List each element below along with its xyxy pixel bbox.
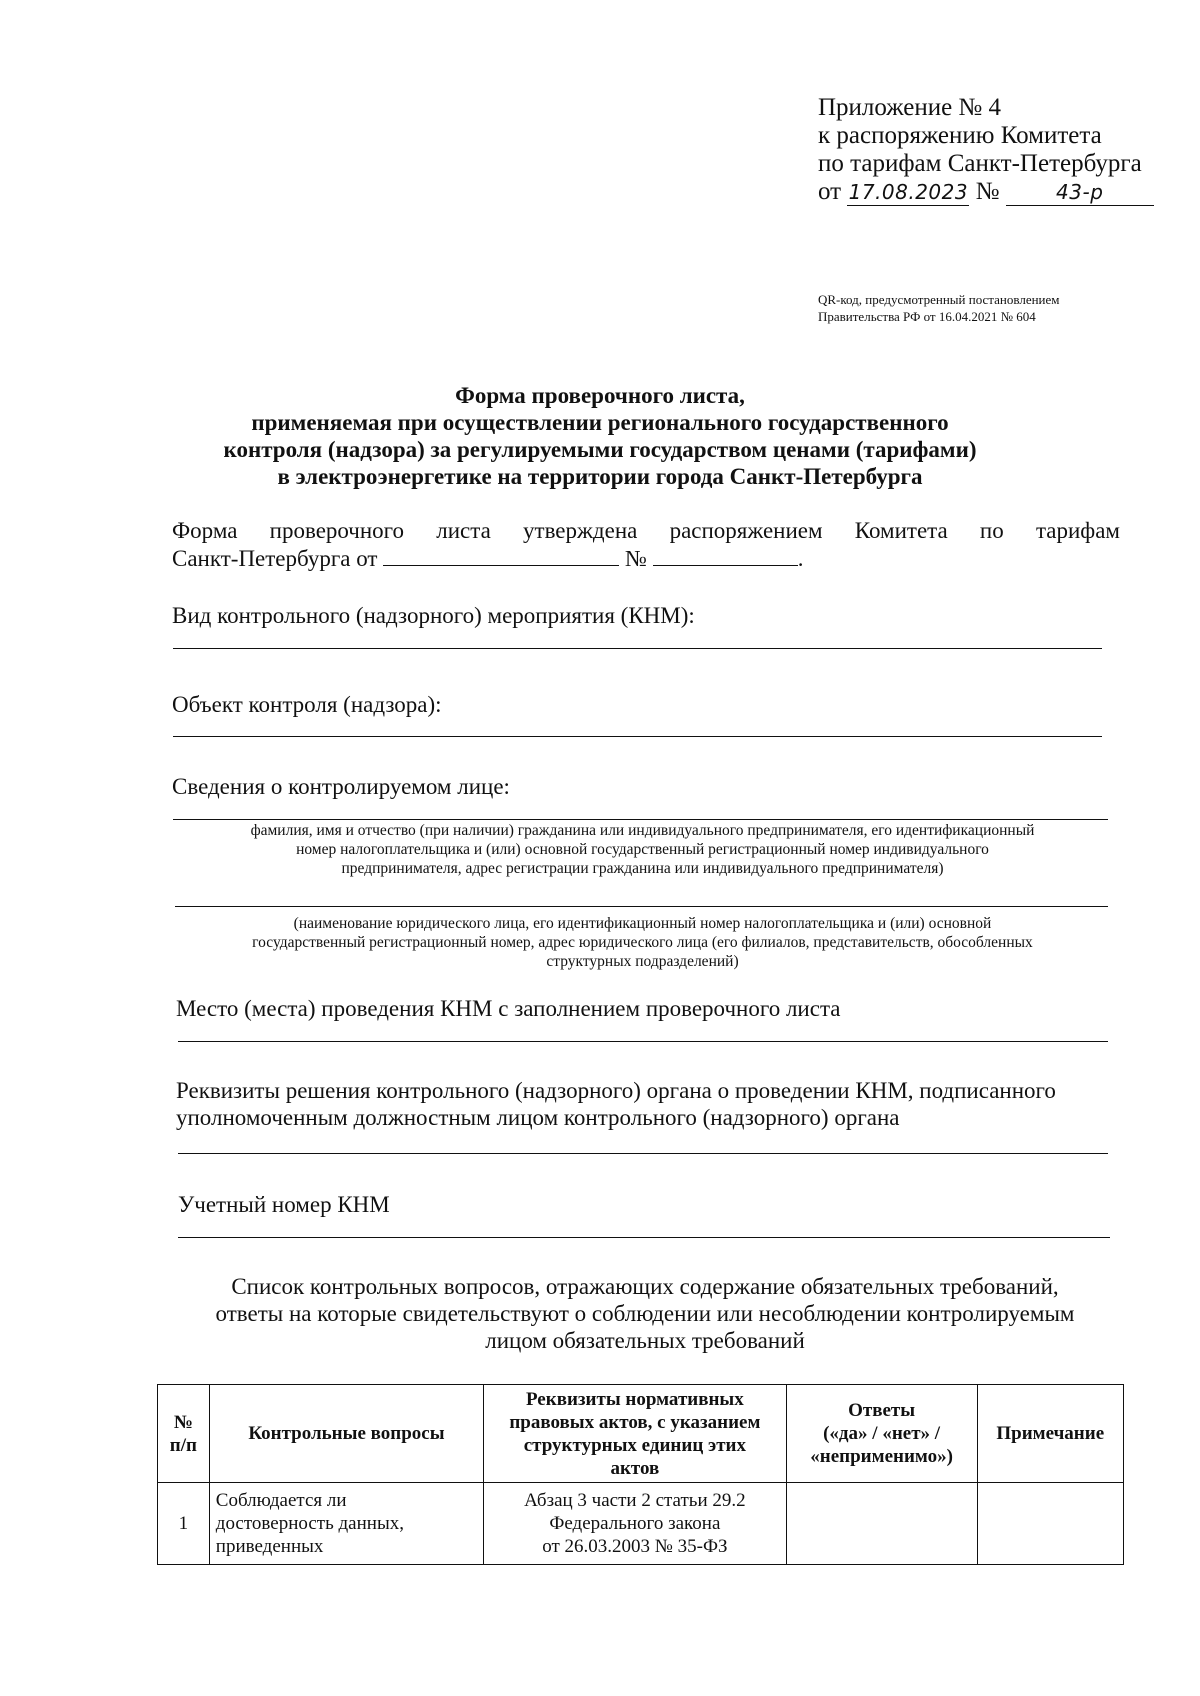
account-field[interactable] bbox=[178, 1237, 1110, 1238]
title-line: Форма проверочного листа, bbox=[455, 383, 745, 408]
table-header-row bbox=[158, 1385, 1124, 1483]
approval-word: по bbox=[979, 518, 1004, 543]
page-title bbox=[150, 382, 1050, 490]
approval-prefix: Санкт-Петербурга от bbox=[172, 546, 378, 571]
header-number: № п/п bbox=[158, 1385, 210, 1483]
checklist-table bbox=[157, 1384, 1124, 1565]
person-legal-field[interactable] bbox=[175, 906, 1108, 907]
qr-note-line: QR-код, предусмотренный постановлением bbox=[818, 292, 1060, 307]
row-legal-ref: Абзац 3 части 2 статьи 29.2 Федерального закона от 26.03.2003 № 35-ФЗ bbox=[484, 1483, 787, 1565]
approval-word: распоряжением bbox=[669, 518, 823, 543]
kind-field[interactable] bbox=[173, 648, 1102, 649]
person-individual-hint: фамилия, имя и отчество (при наличии) гражданина или индивидуального предпринимателя, его идентификационный номер налогоплательщика и (или) основной государственный регистрационный номер индивидуального предпринимателя, адрес регистрации гражданина или индивидуального предпринимателя) bbox=[250, 822, 1035, 877]
appendix-header bbox=[818, 94, 1154, 206]
approval-word: утверждена bbox=[523, 518, 638, 543]
object-field[interactable] bbox=[173, 736, 1102, 737]
approval-word: проверочного bbox=[269, 518, 405, 543]
row-answer-cell[interactable] bbox=[786, 1483, 977, 1565]
row-number: 1 bbox=[158, 1483, 210, 1565]
approval-word: Форма bbox=[172, 518, 238, 543]
qr-code-note bbox=[818, 291, 1060, 325]
header-question: Контрольные вопросы bbox=[209, 1385, 483, 1483]
approval-line-2: Санкт-Петербурга от № . bbox=[172, 546, 804, 571]
title-line: контроля (надзора) за регулируемыми государством ценами (тарифами) bbox=[223, 437, 977, 462]
title-line: в электроэнергетике на территории города Санкт-Петербурга bbox=[277, 464, 923, 489]
approval-statement bbox=[172, 517, 1120, 572]
title-line: применяемая при осуществлении регионального государственного bbox=[251, 410, 949, 435]
appendix-date-line bbox=[818, 178, 1154, 206]
place-field[interactable] bbox=[178, 1041, 1108, 1042]
table-row bbox=[158, 1483, 1124, 1565]
header-note: Примечание bbox=[977, 1385, 1123, 1483]
appendix-number: Приложение № 4 bbox=[818, 94, 1002, 121]
approval-word: Комитета bbox=[854, 518, 948, 543]
person-individual-field[interactable] bbox=[173, 819, 1108, 820]
questions-caption: Список контрольных вопросов, отражающих содержание обязательных требований, ответы на которые свидетельствуют о соблюдении или несоблюдении контролируемым лицом обязательных требований bbox=[215, 1274, 1075, 1353]
row-note-cell[interactable] bbox=[977, 1483, 1123, 1565]
approval-number-label: № bbox=[624, 546, 647, 571]
kind-label: Вид контрольного (надзорного) мероприятия (КНМ): bbox=[172, 603, 695, 628]
person-legal-hint: (наименование юридического лица, его идентификационный номер налогоплательщика и (или) основной государственный регистрационный номер, адрес юридического лица (его филиалов, представительств, обособленных структурных подразделений) bbox=[252, 915, 1033, 970]
handwritten-number: 43-р bbox=[1006, 179, 1154, 206]
approval-line bbox=[172, 517, 1120, 544]
header-answers: Ответы («да» / «нет» / «неприменимо») bbox=[786, 1385, 977, 1483]
object-label: Объект контроля (надзора): bbox=[172, 692, 442, 717]
decision-label: Реквизиты решения контрольного (надзорного) органа о проведении КНМ, подписанного уполномоченным должностным лицом контрольного (надзорного) органа bbox=[176, 1078, 1056, 1130]
approval-date-field[interactable] bbox=[383, 544, 619, 566]
appendix-committee: по тарифам Санкт-Петербурга bbox=[818, 150, 1142, 177]
header-legal-refs: Реквизиты нормативных правовых актов, с указанием структурных единиц этих актов bbox=[484, 1385, 787, 1483]
from-label: от bbox=[818, 178, 842, 205]
row-question: Соблюдается ли достоверность данных, приведенных bbox=[209, 1483, 483, 1565]
approval-number-field[interactable] bbox=[653, 544, 798, 566]
appendix-order-ref: к распоряжению Комитета bbox=[818, 122, 1102, 149]
person-label: Сведения о контролируемом лице: bbox=[172, 774, 510, 799]
place-label: Место (места) проведения КНМ с заполнением проверочного листа bbox=[176, 996, 841, 1021]
decision-field[interactable] bbox=[178, 1153, 1108, 1154]
number-label: № bbox=[975, 178, 1000, 205]
qr-note-line: Правительства РФ от 16.04.2021 № 604 bbox=[818, 309, 1036, 324]
handwritten-date: 17.08.2023 bbox=[848, 180, 969, 204]
approval-word: тарифам bbox=[1035, 518, 1120, 543]
approval-word: листа bbox=[436, 518, 491, 543]
account-label: Учетный номер КНМ bbox=[178, 1192, 390, 1217]
